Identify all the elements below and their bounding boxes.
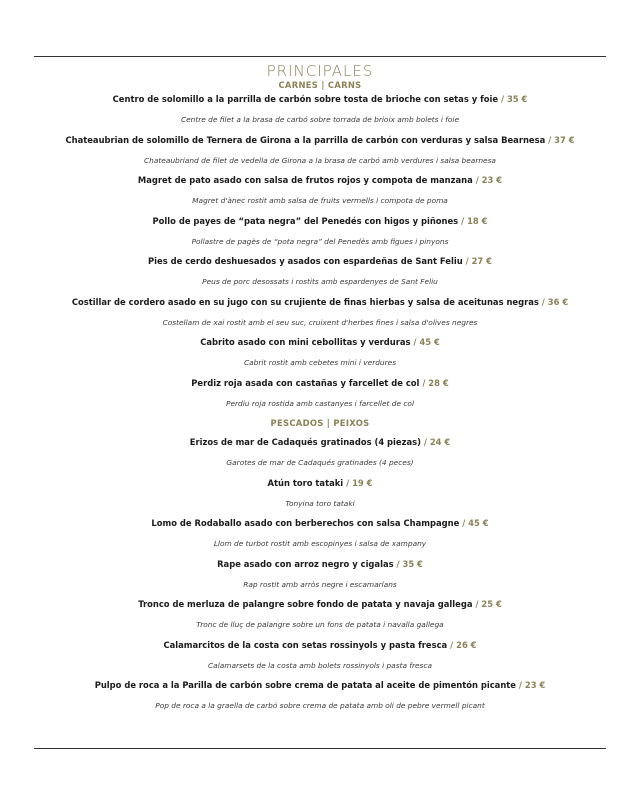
dish-name-es [0, 216, 640, 237]
dish-name-ca: Calamarsets de la costa amb bolets rossinyols i pasta fresca [208, 660, 432, 670]
dish-name-ca: Pop de roca a la graella de carbó sobre crema de patata amb oli de pebre vermell picant [155, 701, 485, 710]
menu-item [0, 478, 640, 519]
dish-name-ca: Perdiu roja rostida amb castanyes i farcellet de col [226, 398, 414, 408]
dish-name: Chateaubrian de solomillo de Ternera de Girona a la parrilla de carbón con verduras y salsa Bearnesa [65, 134, 546, 145]
dish-name: Lomo de Rodaballo asado con berberechos con salsa Champagne [151, 518, 460, 528]
dish-name-es [0, 175, 640, 196]
dish-price: / 26 € [450, 639, 477, 650]
dish-price: / 23 € [518, 680, 546, 690]
dish-name: Atún toro tataki [267, 477, 344, 488]
menu-item [0, 135, 640, 176]
menu-item [0, 680, 640, 721]
dish-name: Pulpo de roca a la Parilla de carbón sobre crema de patata al aceite de pimentón picante [94, 680, 516, 690]
menu-item [0, 94, 640, 135]
dish-price: / 36 € [541, 296, 569, 307]
dish-name: Pollo de payes de “pata negra” del Penedés con higos y piñones [152, 215, 459, 226]
dish-name-es [0, 135, 640, 156]
dish-name: Erizos de mar de Cadaqués gratinados (4 piezas) [189, 437, 421, 447]
dish-name-ca: Tonyina toro tataki [285, 498, 355, 508]
dish-name-ca: Costellam de xai rostit amb el seu suc, cruixent d'herbes fines i salsa d'olives negres [162, 317, 478, 327]
dish-name: Rape asado con arroz negro y cigalas [217, 558, 394, 569]
dish-name: Costillar de cordero asado en su jugo con su crujiente de finas hierbas y salsa de aceitunas negras [71, 296, 539, 307]
dish-name: Perdiz roja asada con castañas y farcellet de col [191, 377, 420, 388]
dish-name-es [0, 378, 640, 399]
dish-name-ca: Llom de turbot rostit amb escopinyes i salsa de xampany [213, 539, 427, 548]
dish-price: / 37 € [548, 134, 575, 145]
menu-item [0, 559, 640, 600]
dish-name-ca: Rap rostit amb arròs negre i escamarlans [243, 579, 397, 589]
menu-item [0, 437, 640, 478]
dish-name-es [0, 518, 640, 539]
dish-name: Cabrito asado con mini cebollitas y verduras [200, 337, 411, 347]
menu-item [0, 297, 640, 338]
dish-price: / 18 € [461, 215, 488, 226]
menu-item [0, 378, 640, 419]
dish-name-ca: Chateaubriand de filet de vedella de Girona a la brasa de carbó amb verdures i salsa bearnesa [144, 155, 496, 165]
menu-item [0, 175, 640, 216]
dish-price: / 19 € [346, 477, 373, 488]
bottom-divider [34, 748, 606, 749]
section-heading: CARNES | CARNS [278, 80, 362, 90]
dish-name-es [0, 297, 640, 318]
dish-price: / 23 € [475, 175, 503, 185]
dish-name-es [0, 559, 640, 580]
dish-name: Tronco de merluza de palangre sobre fondo de patata y navaja gallega [138, 599, 473, 609]
dish-price: / 45 € [462, 518, 489, 528]
menu-item [0, 216, 640, 257]
dish-price: / 35 € [396, 558, 423, 569]
dish-name-ca: Tronc de lluç de palangre sobre un fons de patata i navalla gallega [196, 620, 444, 629]
dish-name-ca: Garotes de mar de Cadaqués gratinades (4 peces) [226, 458, 414, 467]
menu-item [0, 337, 640, 378]
dish-name-ca: Magret d'ànec rostit amb salsa de fruits vermells i compota de poma [192, 196, 448, 205]
dish-name-ca: Peus de porc desossats i rostits amb espardenyes de Sant Feliu [202, 277, 438, 286]
dish-name-es [0, 94, 640, 115]
dish-name-ca: Cabrit rostit amb cebetes mini i verdures [243, 358, 397, 367]
menu-item [0, 599, 640, 640]
dish-name: Centro de solomillo a la parrilla de carbón sobre tosta de brioche con setas y foie [112, 94, 499, 104]
dish-price: / 35 € [500, 94, 528, 104]
menu-content [0, 62, 640, 721]
dish-price: / 45 € [413, 337, 440, 347]
dish-name: Magret de pato asado con salsa de frutos rojos y compota de manzana [137, 175, 473, 185]
dish-name: Calamarcitos de la costa con setas rossinyols y pasta fresca [163, 639, 448, 650]
dish-name-es [0, 256, 640, 277]
dish-name: Pies de cerdo deshuesados y asados con espardeñas de Sant Feliu [148, 256, 463, 266]
page-title: PRINCIPALES [266, 62, 374, 80]
dish-price: / 25 € [475, 599, 502, 609]
top-divider [34, 56, 606, 57]
menu-sections [0, 80, 640, 721]
dish-price: / 27 € [465, 256, 492, 266]
dish-name-es [0, 337, 640, 358]
dish-name-es [0, 437, 640, 458]
dish-name-es [0, 478, 640, 499]
dish-name-es [0, 680, 640, 701]
section-heading: PESCADOS | PEIXOS [270, 418, 370, 428]
menu-item [0, 518, 640, 559]
menu-item [0, 256, 640, 297]
dish-price: / 28 € [422, 377, 449, 388]
dish-name-es [0, 599, 640, 620]
dish-name-es [0, 640, 640, 661]
dish-name-ca: Pollastre de pagès de “pota negra” del Penedès amb figues i pinyons [191, 236, 449, 246]
dish-name-ca: Centre de filet a la brasa de carbó sobre torrada de brioix amb bolets i foie [180, 115, 460, 124]
menu-item [0, 640, 640, 681]
dish-price: / 24 € [423, 437, 451, 447]
